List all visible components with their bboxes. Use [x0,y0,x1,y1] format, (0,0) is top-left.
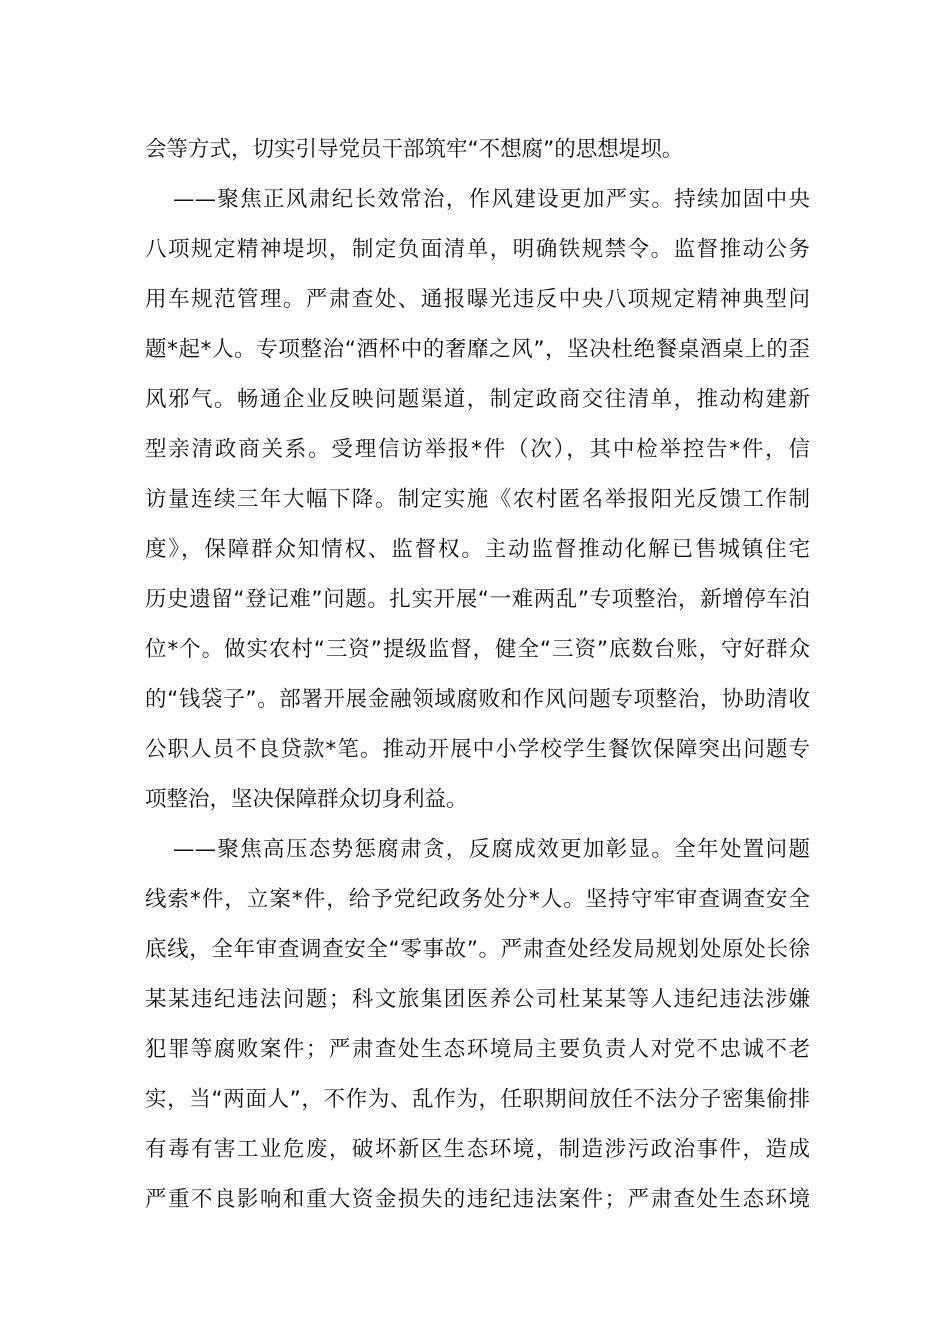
text-line: 的“钱袋子”。部署开展金融领域腐败和作风问题专项整治，协助清收 [145,687,810,712]
text-line: 历史遗留“登记难”问题。扎实开展“一难两乱”专项整治，新增停车泊 [145,587,810,612]
text-line: 位*个。做实农村“三资”提级监督，健全“三资”底数台账，守好群众 [145,637,810,662]
text-line: 实，当“两面人”，不作为、乱作为，任职期间放任不法分子密集偷排 [145,1087,810,1112]
text-line: 公职人员不良贷款*笔。推动开展中小学校学生餐饮保障突出问题专 [145,737,810,762]
text-line: 用车规范管理。严肃查处、通报曝光违反中央八项规定精神典型问 [145,287,810,312]
text-line: 项整治，坚决保障群众切身利益。 [145,787,468,812]
text-line: 严重不良影响和重大资金损失的违纪违法案件；严肃查处生态环境 [145,1187,810,1212]
text-line: 访量连续三年大幅下降。制定实施《农村匿名举报阳光反馈工作制 [145,487,810,512]
text-line: 底线，全年审查调查安全“零事故”。严肃查处经发局规划处原处长徐 [145,937,810,962]
text-line: 会等方式，切实引导党员干部筑牢“不想腐”的思想堤坝。 [145,137,684,162]
text-line: 型亲清政商关系。受理信访举报*件（次），其中检举控告*件，信 [145,437,810,462]
text-line: 有毒有害工业危废，破坏新区生态环境，制造涉污政治事件，造成 [145,1137,810,1162]
text-line: 题*起*人。专项整治“酒杯中的奢靡之风”，坚决杜绝餐桌酒桌上的歪 [145,337,810,362]
paragraph-heading-line: ——聚焦高压态势惩腐肃贪，反腐成效更加彰显。全年处置问题 [173,837,810,862]
text-line: 八项规定精神堤坝，制定负面清单，明确铁规禁令。监督推动公务 [145,237,810,262]
text-line: 某某违纪违法问题；科文旅集团医养公司杜某某等人违纪违法涉嫌 [145,987,810,1012]
paragraph-heading-line: ——聚焦正风肃纪长效常治，作风建设更加严实。持续加固中央 [173,187,810,212]
text-line: 度》，保障群众知情权、监督权。主动监督推动化解已售城镇住宅 [145,537,810,562]
text-line: 风邪气。畅通企业反映问题渠道，制定政商交往清单，推动构建新 [145,387,810,412]
text-line: 犯罪等腐败案件；严肃查处生态环境局主要负责人对党不忠诚不老 [145,1037,810,1062]
text-line: 线索*件，立案*件，给予党纪政务处分*人。坚持守牢审查调查安全 [145,887,810,912]
